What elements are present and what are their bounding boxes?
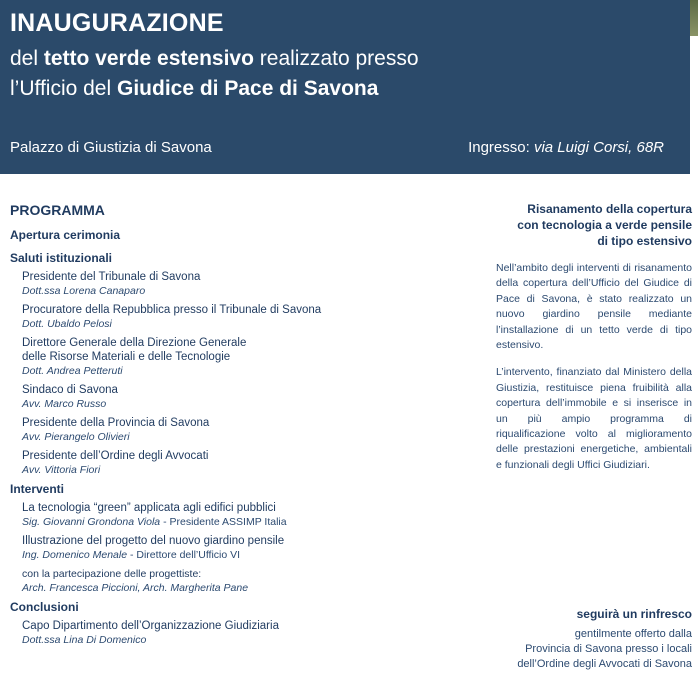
opening-heading: Apertura cerimonia: [10, 228, 121, 242]
speaker-role: - Direttore dell’Ufficio VI: [127, 549, 241, 561]
program-title: PROGRAMMA: [10, 202, 105, 218]
greeting-role: Sindaco di Savona: [22, 384, 118, 396]
speaker-name: Sig. Giovanni Grondona Viola: [22, 516, 161, 528]
info-title-line: di tipo estensivo: [597, 234, 692, 248]
conclusion-person: Dott.ssa Lina Di Domenico: [22, 634, 147, 646]
entry-text: [468, 139, 664, 156]
greeting-role: Presidente del Tribunale di Savona: [22, 271, 201, 283]
greeting-person: Avv. Marco Russo: [22, 398, 107, 410]
refreshment-line: dell’Ordine degli Avvocati di Savona: [517, 658, 692, 670]
interventions-heading: Interventi: [10, 482, 65, 496]
greeting-role-continued: delle Risorse Materiali e delle Tecnologie: [22, 351, 231, 363]
refreshment-heading: seguirà un rinfresco: [576, 607, 692, 621]
speaker-name: Ing. Domenico Menale: [22, 549, 128, 561]
refreshment-line: gentilmente offerto dalla: [574, 628, 692, 640]
designers-text: Arch. Francesca Piccioni, Arch. Margherita Pane: [22, 582, 249, 594]
info-column: [496, 201, 692, 473]
program-column: [10, 200, 480, 652]
intervention-speaker: [22, 515, 480, 529]
participation-text: con la partecipazione delle progettiste:: [22, 568, 202, 580]
subtitle-line-2: [10, 77, 378, 101]
intervention-speaker: [22, 548, 480, 562]
subtitle-line-1: [10, 47, 419, 71]
speaker-role: - Presidente ASSIMP Italia: [160, 516, 287, 528]
conclusion-role: Capo Dipartimento dell’Organizzazione Giudiziaria: [22, 620, 279, 632]
page-title: INAUGURAZIONE: [10, 9, 224, 37]
info-title: [496, 201, 692, 249]
subtitle-text: realizzato presso: [253, 47, 419, 70]
refreshment-note: [470, 606, 692, 672]
subtitle-text: del: [10, 47, 44, 70]
info-title-line: con tecnologia a verde pensile: [517, 218, 692, 232]
greeting-role: Procuratore della Repubblica presso il Tribunale di Savona: [22, 304, 322, 316]
info-paragraph: L’intervento, finanziato dal Ministero della Giustizia, restituisce piena fruibilità alla copertura dell’immobile e si inserisce in un più ampio programma di riqualificazione volto al miglioramento delle prestazioni energetiche, ambientali e funzionali degli Uffici Giudiziari.: [496, 366, 692, 471]
greeting-person: Avv. Vittoria Fiori: [22, 464, 101, 476]
photo-edge: [690, 0, 698, 36]
conclusions-heading: Conclusioni: [10, 600, 79, 614]
greeting-role: Presidente dell’Ordine degli Avvocati: [22, 450, 209, 462]
refreshment-line: Provincia di Savona presso i locali: [525, 643, 692, 655]
subtitle-text: l’Ufficio del: [10, 77, 117, 100]
greetings-heading: Saluti istituzionali: [10, 251, 113, 265]
greeting-role: Presidente della Provincia di Savona: [22, 417, 210, 429]
info-paragraph: Nell’ambito degli interventi di risanamento della copertura dell’Ufficio del Giudice di Pace di Savona, è stato realizzato un nuovo giardino pensile mediante l’installazione di un tetto verde di tipo estensivo.: [496, 262, 692, 352]
entry-label: Ingresso:: [468, 139, 534, 156]
info-title-line: Risanamento della copertura: [527, 202, 692, 216]
greeting-person: Dott. Andrea Petteruti: [22, 365, 123, 377]
subtitle-bold-text: Giudice di Pace di Savona: [117, 77, 379, 100]
greeting-person: Dott.ssa Lorena Canaparo: [22, 285, 146, 297]
greeting-person: Dott. Ubaldo Pelosi: [22, 318, 112, 330]
intervention-title: La tecnologia “green” applicata agli edifici pubblici: [22, 502, 276, 514]
greeting-role: Direttore Generale della Direzione Generale: [22, 337, 247, 349]
entry-address: via Luigi Corsi, 68R: [533, 139, 664, 156]
greeting-person: Avv. Pierangelo Olivieri: [22, 431, 130, 443]
venue-text: Palazzo di Giustizia di Savona: [10, 139, 212, 156]
subtitle-bold-text: tetto verde estensivo: [43, 47, 254, 70]
intervention-title: Illustrazione del progetto del nuovo giardino pensile: [22, 535, 285, 547]
header-banner: [0, 0, 690, 174]
